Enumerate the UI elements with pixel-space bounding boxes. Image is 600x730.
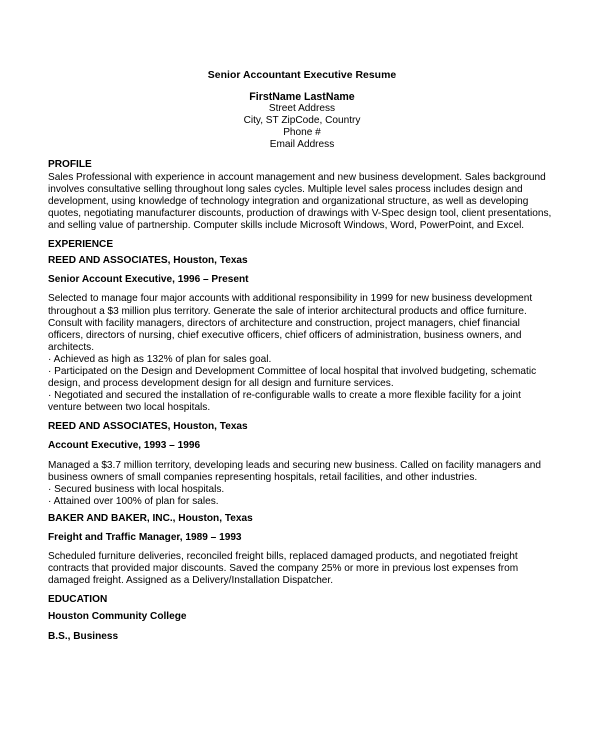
job-entry: [48, 513, 556, 587]
contact-city: City, ST ZipCode, Country: [243, 115, 361, 127]
job-title: Account Executive, 1993 – 1996: [48, 440, 201, 452]
education-degree: B.S., Business: [48, 630, 119, 642]
contact-phone: Phone #: [283, 127, 321, 139]
profile-text: Sales Professional with experience in account management and new business development. Sales background involves consultative selling throughout long sales cycles. Multiple level sales process includes design and development, using knowledge of technology integration and organizational structure, as well as developing quotes, negotiating manufacturer discounts, production of drawings with V-Spec design tool, client presentations, and selling value of partnership. Computer skills include Microsoft Windows, Word, PowerPoint, and Excel.: [48, 171, 552, 232]
job-title: Senior Account Executive, 1996 – Present: [48, 274, 249, 286]
job-bullet: · Participated on the Design and Development Committee of local hospital that involved budgeting, schematic design, and process development design for all design and furniture services.: [48, 365, 537, 390]
document-title: Senior Accountant Executive Resume: [207, 70, 397, 81]
contact-street: Street Address: [268, 103, 336, 115]
contact-email: Email Address: [269, 139, 335, 151]
job-company: REED AND ASSOCIATES, Houston, Texas: [48, 255, 248, 267]
job-description: Scheduled furniture deliveries, reconciled freight bills, replaced damaged products, and negotiated freight contracts that provided major discounts. Saved the company 25% or more in previous lost expenses from damaged freight. Assigned as a Delivery/Installation Dispatcher.: [48, 551, 519, 587]
job-bullet: · Achieved as high as 132% of plan for sales goal.: [48, 353, 272, 365]
job-bullet: · Negotiated and secured the installation of re-configurable walls to create a more flexible facility for a joint venture between two local hospitals.: [48, 390, 521, 414]
job-description: Selected to manage four major accounts with additional responsibility in 1999 for new business development throughout a $3 million plus territory. Generate the sale of interior architectural products and office furniture. Consult with facility managers, directors of architecture and construction, project managers, chief financial officers, directors of nursing, chief executive officers, chief officers of administration, business owners, and architects.: [48, 293, 533, 353]
resume-content: [48, 70, 556, 644]
job-entry: [48, 421, 556, 508]
job-company: BAKER AND BAKER, INC., Houston, Texas: [48, 512, 253, 524]
job-description-block: [48, 460, 556, 508]
job-bullet: · Secured business with local hospitals.: [48, 483, 225, 495]
job-entry: [48, 255, 556, 414]
job-title: Freight and Traffic Manager, 1989 – 1993: [48, 532, 242, 543]
contact-block: [48, 91, 556, 151]
job-description-block: [48, 293, 556, 414]
education-heading: EDUCATION: [48, 594, 108, 606]
job-description-block: [48, 551, 556, 587]
experience-heading: EXPERIENCE: [48, 239, 114, 251]
job-company: REED AND ASSOCIATES, Houston, Texas: [48, 421, 248, 433]
job-bullet: · Attained over 100% of plan for sales.: [48, 495, 219, 507]
profile-heading: PROFILE: [48, 158, 92, 170]
job-description: Managed a $3.7 million territory, developing leads and securing new business. Called on facility managers and business owners of small companies representing hospitals, retail facilities, and other industries.: [48, 459, 542, 483]
contact-name: FirstName LastName: [249, 91, 355, 104]
education-school: Houston Community College: [48, 611, 187, 623]
